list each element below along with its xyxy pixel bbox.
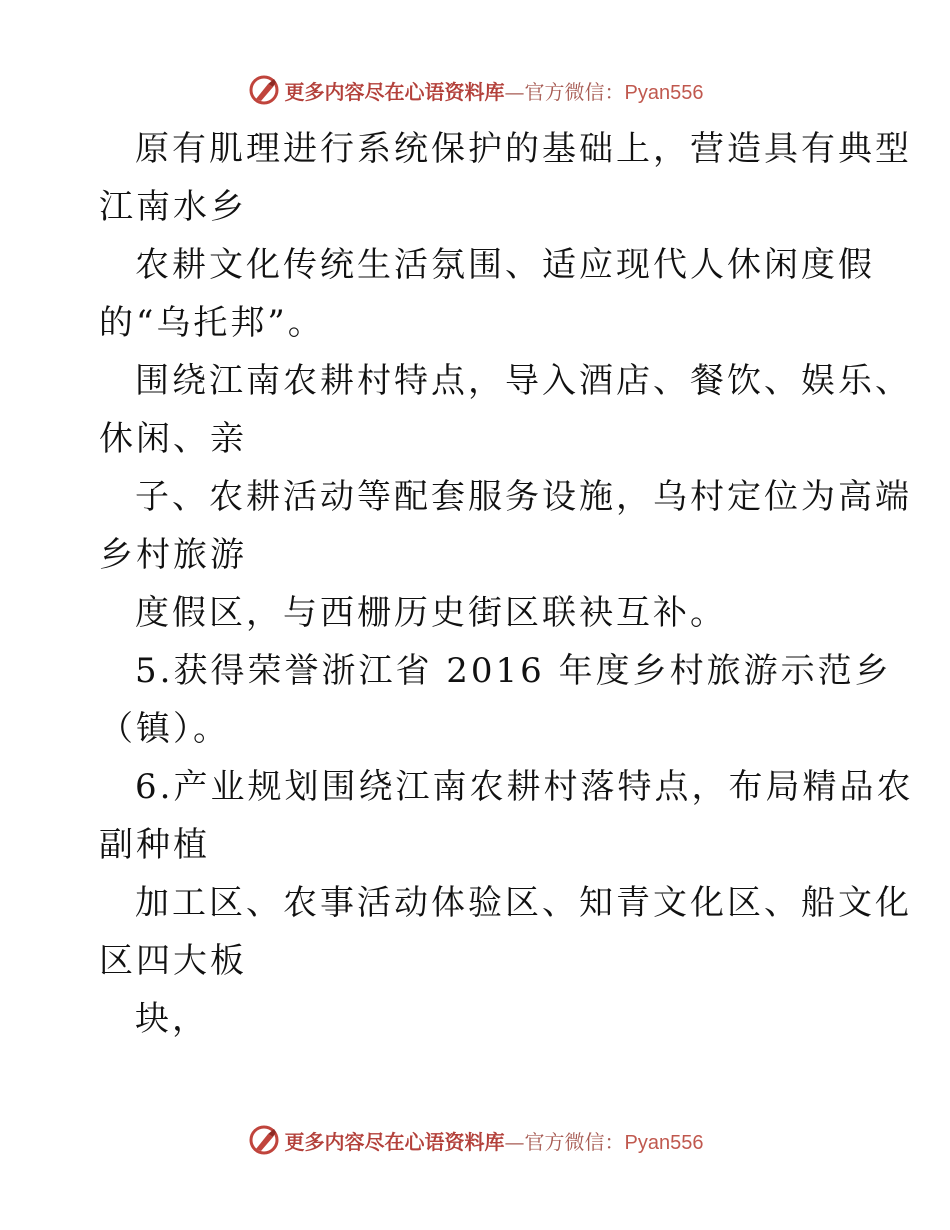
text-line: 加工区、农事活动体验区、知青文化区、船文化	[135, 883, 912, 923]
text-line: 度假区，与西栅历史街区联袂互补。	[135, 593, 727, 633]
watermark-brand: 更多内容尽在心语资料库	[284, 79, 505, 104]
footer-watermark	[0, 1120, 950, 1160]
text-line: 5.获得荣誉浙江省 2016 年度乡村旅游示范乡	[135, 651, 892, 691]
text-line: 休闲、亲	[99, 419, 247, 459]
document-body	[99, 120, 914, 1048]
text-line: 农耕文化传统生活氛围、适应现代人休闲度假	[135, 245, 875, 285]
watermark-label: 官方微信：	[524, 1129, 625, 1154]
pen-nib-icon	[247, 73, 281, 107]
watermark-dash: —	[504, 79, 525, 104]
text-line: 6.产业规划围绕江南农耕村落特点，布局精品农	[135, 767, 914, 807]
watermark-brand: 更多内容尽在心语资料库	[284, 1129, 505, 1154]
text-line: 子、农耕活动等配套服务设施，乌村定位为高端	[135, 477, 912, 517]
text-line: 原有肌理进行系统保护的基础上，营造具有典型	[135, 129, 912, 169]
text-line: 江南水乡	[99, 187, 247, 227]
text-line: （镇）。	[99, 709, 230, 749]
text-line: 的“乌托邦”。	[99, 303, 325, 343]
watermark-label: 官方微信：	[524, 79, 625, 104]
text-line: 区四大板	[99, 941, 247, 981]
watermark-dash: —	[504, 1129, 525, 1154]
watermark-id: Pyan556	[624, 1131, 704, 1154]
watermark-id: Pyan556	[624, 81, 704, 104]
pen-nib-icon	[247, 1123, 281, 1157]
header-watermark	[0, 70, 950, 110]
text-line: 围绕江南农耕村特点，导入酒店、餐饮、娱乐、	[135, 361, 912, 401]
text-line: 乡村旅游	[99, 535, 247, 575]
text-line: 块，	[135, 999, 209, 1039]
text-line: 副种植	[99, 825, 210, 865]
